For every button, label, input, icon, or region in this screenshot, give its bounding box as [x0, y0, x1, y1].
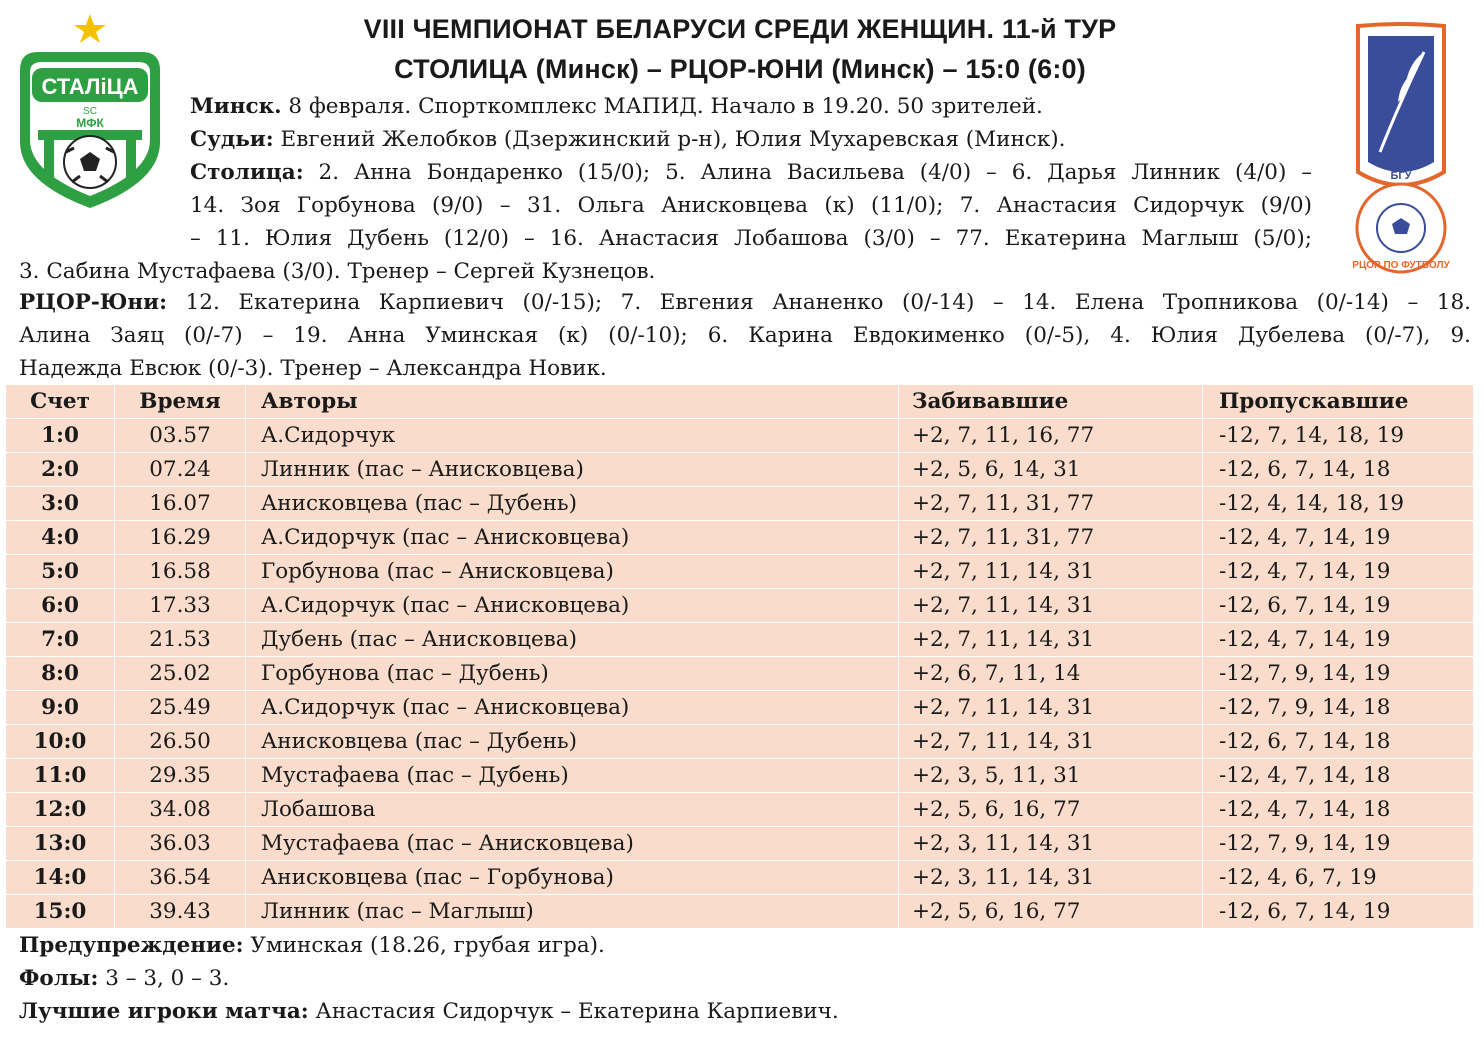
authors-cell: Анисковцева (пас – Горбунова)	[246, 861, 899, 895]
table-row	[6, 691, 1474, 725]
conceded-cell: -12, 7, 14, 18, 19	[1203, 419, 1474, 453]
conceded-cell: -12, 4, 7, 14, 19	[1203, 555, 1474, 589]
table-row	[6, 555, 1474, 589]
scorers-cell: +2, 5, 6, 14, 31	[899, 453, 1203, 487]
venue-line	[190, 92, 1043, 122]
time-cell: 39.43	[115, 895, 246, 929]
score-cell: 10:0	[6, 725, 115, 759]
table-row	[6, 521, 1474, 555]
time-cell: 26.50	[115, 725, 246, 759]
score-cell: 7:0	[6, 623, 115, 657]
stolica-label: Столица:	[190, 160, 304, 185]
score-cell: 3:0	[6, 487, 115, 521]
scorers-cell: +2, 5, 6, 16, 77	[899, 895, 1203, 929]
authors-cell: А.Сидорчук (пас – Анисковцева)	[246, 589, 899, 623]
time-cell: 16.29	[115, 521, 246, 555]
referees-label: Судьи:	[190, 127, 274, 152]
time-cell: 34.08	[115, 793, 246, 827]
authors-cell: Горбунова (пас – Анисковцева)	[246, 555, 899, 589]
scorers-cell: +2, 7, 11, 14, 31	[899, 691, 1203, 725]
time-cell: 36.03	[115, 827, 246, 861]
time-cell: 29.35	[115, 759, 246, 793]
time-cell: 17.33	[115, 589, 246, 623]
logo-sub: МФК	[76, 116, 104, 130]
fouls-label: Фолы:	[19, 966, 99, 991]
conceded-cell: -12, 4, 7, 14, 19	[1203, 623, 1474, 657]
authors-cell: Горбунова (пас – Дубень)	[246, 657, 899, 691]
authors-cell: Анисковцева (пас – Дубень)	[246, 487, 899, 521]
time-cell: 07.24	[115, 453, 246, 487]
goals-table-header	[6, 385, 1474, 419]
referees-line	[190, 125, 1065, 155]
time-cell: 03.57	[115, 419, 246, 453]
scorers-cell: +2, 7, 11, 31, 77	[899, 487, 1203, 521]
title-match: СТОЛИЦА (Минск) – РЦОР-ЮНИ (Минск) – 15:0 (6:0)	[394, 54, 1086, 84]
conceded-cell: -12, 7, 9, 14, 19	[1203, 827, 1474, 861]
header-time: Время	[115, 385, 246, 419]
venue-text: 8 февраля. Спорткомплекс МАПИД. Начало в 19.20. 50 зрителей.	[281, 94, 1043, 119]
best-players-line	[19, 997, 839, 1027]
header-conceded-on-field: Пропускавшие	[1203, 385, 1474, 419]
best-players-label: Лучшие игроки матча:	[19, 999, 309, 1024]
rcor-lineup-3: Надежда Евсюк (0/-3). Тренер – Александра Новик.	[19, 356, 607, 381]
scorers-cell: +2, 3, 11, 14, 31	[899, 827, 1203, 861]
header-authors: Авторы	[246, 385, 899, 419]
scorers-cell: +2, 7, 11, 14, 31	[899, 589, 1203, 623]
score-cell: 15:0	[6, 895, 115, 929]
score-cell: 2:0	[6, 453, 115, 487]
score-cell: 11:0	[6, 759, 115, 793]
time-cell: 36.54	[115, 861, 246, 895]
scorers-cell: +2, 7, 11, 14, 31	[899, 725, 1203, 759]
table-row	[6, 419, 1474, 453]
logo-abbr: SC	[83, 106, 97, 117]
rcor-lineup-text: 12. Екатерина Карпиевич (0/-15); 7. Евгения Ананенко (0/-14) – 14. Елена Тропникова (0/-14) – 18.	[167, 290, 1471, 315]
scorers-cell: +2, 6, 7, 11, 14	[899, 657, 1203, 691]
authors-cell: Мустафаева (пас – Дубень)	[246, 759, 899, 793]
conceded-cell: -12, 6, 7, 14, 18	[1203, 725, 1474, 759]
table-row	[6, 589, 1474, 623]
authors-cell: Дубень (пас – Анисковцева)	[246, 623, 899, 657]
scorers-cell: +2, 7, 11, 14, 31	[899, 623, 1203, 657]
stolica-club-logo	[14, 12, 166, 210]
table-row	[6, 793, 1474, 827]
conceded-cell: -12, 6, 7, 14, 19	[1203, 589, 1474, 623]
authors-cell: А.Сидорчук (пас – Анисковцева)	[246, 521, 899, 555]
fouls-text: 3 – 3, 0 – 3.	[98, 966, 230, 991]
authors-cell: Лобашова	[246, 793, 899, 827]
scorers-cell: +2, 7, 11, 31, 77	[899, 521, 1203, 555]
bgu-rcor-logo	[1340, 22, 1462, 274]
warning-line	[19, 931, 605, 961]
table-row	[6, 725, 1474, 759]
time-cell: 21.53	[115, 623, 246, 657]
scorers-cell: +2, 7, 11, 14, 31	[899, 555, 1203, 589]
authors-cell: Анисковцева (пас – Дубень)	[246, 725, 899, 759]
authors-cell: А.Сидорчук	[246, 419, 899, 453]
scorers-cell: +2, 5, 6, 16, 77	[899, 793, 1203, 827]
table-row	[6, 861, 1474, 895]
score-cell: 6:0	[6, 589, 115, 623]
rcor-label: РЦОР-Юни:	[19, 290, 168, 315]
score-cell: 1:0	[6, 419, 115, 453]
table-row	[6, 827, 1474, 861]
conceded-cell: -12, 4, 6, 7, 19	[1203, 861, 1474, 895]
warning-text: Уминская (18.26, грубая игра).	[243, 933, 605, 958]
score-cell: 9:0	[6, 691, 115, 725]
score-cell: 4:0	[6, 521, 115, 555]
conceded-cell: -12, 7, 9, 14, 18	[1203, 691, 1474, 725]
fouls-line	[19, 964, 229, 994]
conceded-cell: -12, 6, 7, 14, 18	[1203, 453, 1474, 487]
stolica-lineup-4: 3. Сабина Мустафаева (3/0). Тренер – Сергей Кузнецов.	[19, 259, 656, 284]
stolica-lineup-2: 14. Зоя Горбунова (9/0) – 31. Ольга Анисковцева (к) (11/0); 7. Анастасия Сидорчук (9/0)	[190, 193, 1312, 218]
scorers-cell: +2, 3, 11, 14, 31	[899, 861, 1203, 895]
time-cell: 16.07	[115, 487, 246, 521]
header-scorers-on-field: Забивавшие	[899, 385, 1203, 419]
stolica-lineup-text: 2. Анна Бондаренко (15/0); 5. Алина Васильева (4/0) – 6. Дарья Линник (4/0) –	[303, 160, 1312, 185]
stolica-lineup-1	[190, 158, 1312, 188]
goals-table	[5, 384, 1474, 929]
header-score: Счет	[6, 385, 115, 419]
conceded-cell: -12, 7, 9, 14, 19	[1203, 657, 1474, 691]
table-row	[6, 895, 1474, 929]
score-cell: 8:0	[6, 657, 115, 691]
authors-cell: Линник (пас – Анисковцева)	[246, 453, 899, 487]
bgu-ring-text: РЦОР ПО ФУТБОЛУ	[1352, 260, 1450, 271]
score-cell: 12:0	[6, 793, 115, 827]
table-row	[6, 759, 1474, 793]
conceded-cell: -12, 4, 7, 14, 18	[1203, 793, 1474, 827]
time-cell: 25.02	[115, 657, 246, 691]
conceded-cell: -12, 4, 7, 14, 18	[1203, 759, 1474, 793]
score-cell: 14:0	[6, 861, 115, 895]
time-cell: 16.58	[115, 555, 246, 589]
time-cell: 25.49	[115, 691, 246, 725]
conceded-cell: -12, 4, 14, 18, 19	[1203, 487, 1474, 521]
conceded-cell: -12, 6, 7, 14, 19	[1203, 895, 1474, 929]
referees-text: Евгений Желобков (Дзержинский р-н), Юлия Мухаревская (Минск).	[273, 127, 1066, 152]
warning-label: Предупреждение:	[19, 933, 244, 958]
title-championship: VIII ЧЕМПИОНАТ БЕЛАРУСИ СРЕДИ ЖЕНЩИН. 11-й ТУР	[363, 14, 1117, 44]
authors-cell: Мустафаева (пас – Анисковцева)	[246, 827, 899, 861]
authors-cell: Линник (пас – Маглыш)	[246, 895, 899, 929]
table-row	[6, 453, 1474, 487]
bgu-text: БГУ	[1390, 170, 1412, 182]
score-cell: 5:0	[6, 555, 115, 589]
scorers-cell: +2, 3, 5, 11, 31	[899, 759, 1203, 793]
scorers-cell: +2, 7, 11, 16, 77	[899, 419, 1203, 453]
best-players-text: Анастасия Сидорчук – Екатерина Карпиевич.	[308, 999, 839, 1024]
stolica-lineup-3: – 11. Юлия Дубень (12/0) – 16. Анастасия Лобашова (3/0) – 77. Екатерина Маглыш (5/0);	[190, 226, 1312, 251]
star-icon	[74, 14, 106, 43]
venue-label: Минск.	[190, 94, 282, 119]
rcor-lineup-1	[19, 288, 1471, 318]
table-row	[6, 623, 1474, 657]
table-row	[6, 657, 1474, 691]
conceded-cell: -12, 4, 7, 14, 19	[1203, 521, 1474, 555]
logo-club-name: СТАЛіЦА	[41, 74, 139, 99]
score-cell: 13:0	[6, 827, 115, 861]
table-row	[6, 487, 1474, 521]
rcor-lineup-2: Алина Заяц (0/-7) – 19. Анна Уминская (к) (0/-10); 6. Карина Евдокименко (0/-5), 4. Юлия Дубелева (0/-7), 9.	[19, 323, 1471, 348]
authors-cell: А.Сидорчук (пас – Анисковцева)	[246, 691, 899, 725]
